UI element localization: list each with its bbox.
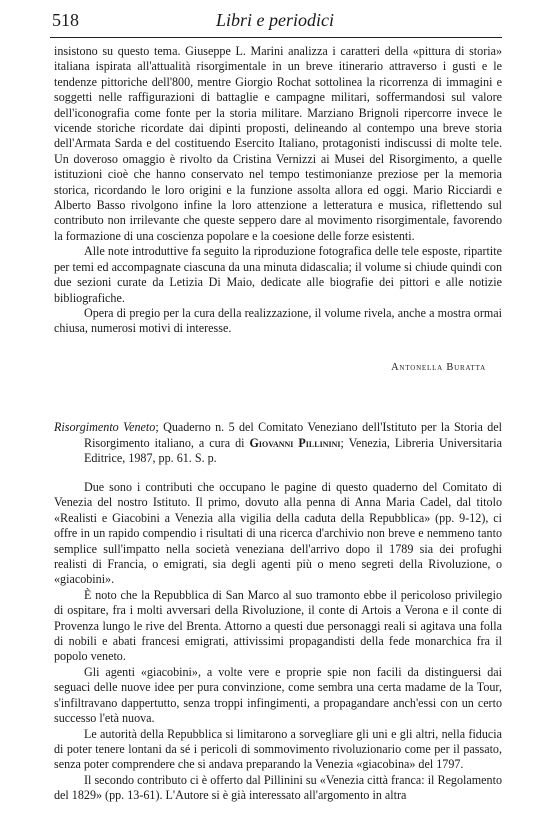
paragraph: È noto che la Repubblica di San Marco al suo tramonto ebbe il pericoloso privilegio di ospitare, fra i molti avversari della Rivoluzione, il conte di Artois a Verona e il conte di Provenza lungo le rive del Brenta. Attorno a questi due personaggi reali si agitava una folla di nobili e abati francesi emigrati, attivissimi propagandisti della fede monarchica fra il popolo veneto. — [54, 587, 502, 664]
page-number: 518 — [52, 10, 79, 30]
paragraph: Il secondo contributo ci è offerto dal Pillinini su «Venezia città franca: il Regolamento del 1829» (pp. 13-61). L'Autore si è già interessato all'argomento in altra — [54, 772, 502, 803]
page-header — [50, 10, 500, 36]
paragraph: insistono su questo tema. Giuseppe L. Marini analizza i caratteri della «pittura di storia» italiana ispirata all'attualità risorgimentale in un breve itinerario attraverso i gusti e le tendenze pittoriche dell'800, mentre Giorgio Rochat sottolinea la ricorrenza di immagini e soggetti nelle raffigurazioni di battaglie e campagne militari, soffermandosi sul valore dell'iconografia come fonte per la storia militare. Marziano Brignoli ripercorre invece le vicende storiche ricordate dai dipinti proposti, delineando al contempo una breve storia dell'Armata Sarda e del costituendo Esercito Italiano, protagonisti indiscussi di molte tele. Un doveroso omaggio è rivolto da Cristina Vernizzi ai Musei del Risorgimento, a quelle istituzioni cioè che hanno conservato nel tempo testimonianze preziose per la memoria storica, ricordando le loro origini e la funzione assolta allora ed oggi. Mario Ricciardi e Alberto Basso rivolgono infine la loro attenzione a letteratura e musica, riflettendo sul contributo non irrilevante che queste seppero dare al movimento risorgimentale, favorendo la formazione di una coscienza popolare e la coesione delle forze esistenti. — [54, 44, 502, 243]
bib-publisher: ; Venezia, Libreria Universitaria Editrice, 1987, pp. 61. S. p. — [84, 435, 502, 466]
book-editor: Giovanni Pillinini — [249, 435, 341, 450]
bib-details: ; Quaderno n. 5 del Comitato Veneziano dell'Istituto per la Storia del Risorgimento italiano, a cura di — [84, 420, 502, 450]
paragraph: Due sono i contributi che occupano le pagine di questo quaderno del Comitato di Venezia del nostro Istituto. Il primo, dovuto alla penna di Anna Maria Cadel, dal titolo «Realisti e Giacobini a Venezia alla vigilia della caduta della Repubblica» (pp. 9-12), ci offre in un rapido compendio i risultati di una ricerca d'archivio non breve e nemmeno tanto semplice sull'impatto nella società veneziana dell'arrivo dopo il 1789 sia dei profughi realisti di Francia, o emigrati, sia degli agenti più o meno segreti della Rivoluzione, o «giacobini». — [54, 480, 502, 587]
book-title: Risorgimento Veneto — [54, 420, 156, 434]
bibliographic-entry — [54, 420, 502, 467]
running-title: Libri e periodici — [216, 10, 334, 30]
review-body — [54, 44, 502, 337]
header-rule — [50, 37, 502, 38]
review-body — [54, 480, 502, 804]
paragraph: Gli agenti «giacobini», a volte vere e proprie spie non facili da distinguersi dai seguaci delle nuove idee per pura convinzione, come sembra una certa madame de la Tour, s'infiltravano dappertutto, senza troppi infingimenti, a propagandare anch'essi con un certo successo l'età nuova. — [54, 664, 502, 726]
paragraph: Alle note introduttive fa seguito la riproduzione fotografica delle tele esposte, ripartite per temi ed accompagnate ciascuna da una minuta didascalia; il volume si chiude quindi con due sezioni curate da Letizia Di Maio, dedicate alle biografie dei pittori e alle notizie bibliografiche. — [54, 244, 502, 305]
paragraph: Le autorità della Repubblica si limitarono a sorvegliare gli uni e gli altri, nella fiducia di poter tenere lontani da sé i pericoli di sommovimento rivoluzionario come per il passato, senza poter comprendere che si andava preparando la Venezia «giacobina» del 1797. — [54, 726, 502, 772]
review-signature: Antonella Buratta — [391, 362, 486, 373]
paragraph: Opera di pregio per la cura della realizzazione, il volume rivela, anche a mostra ormai chiusa, numerosi motivi di interesse. — [54, 305, 502, 336]
